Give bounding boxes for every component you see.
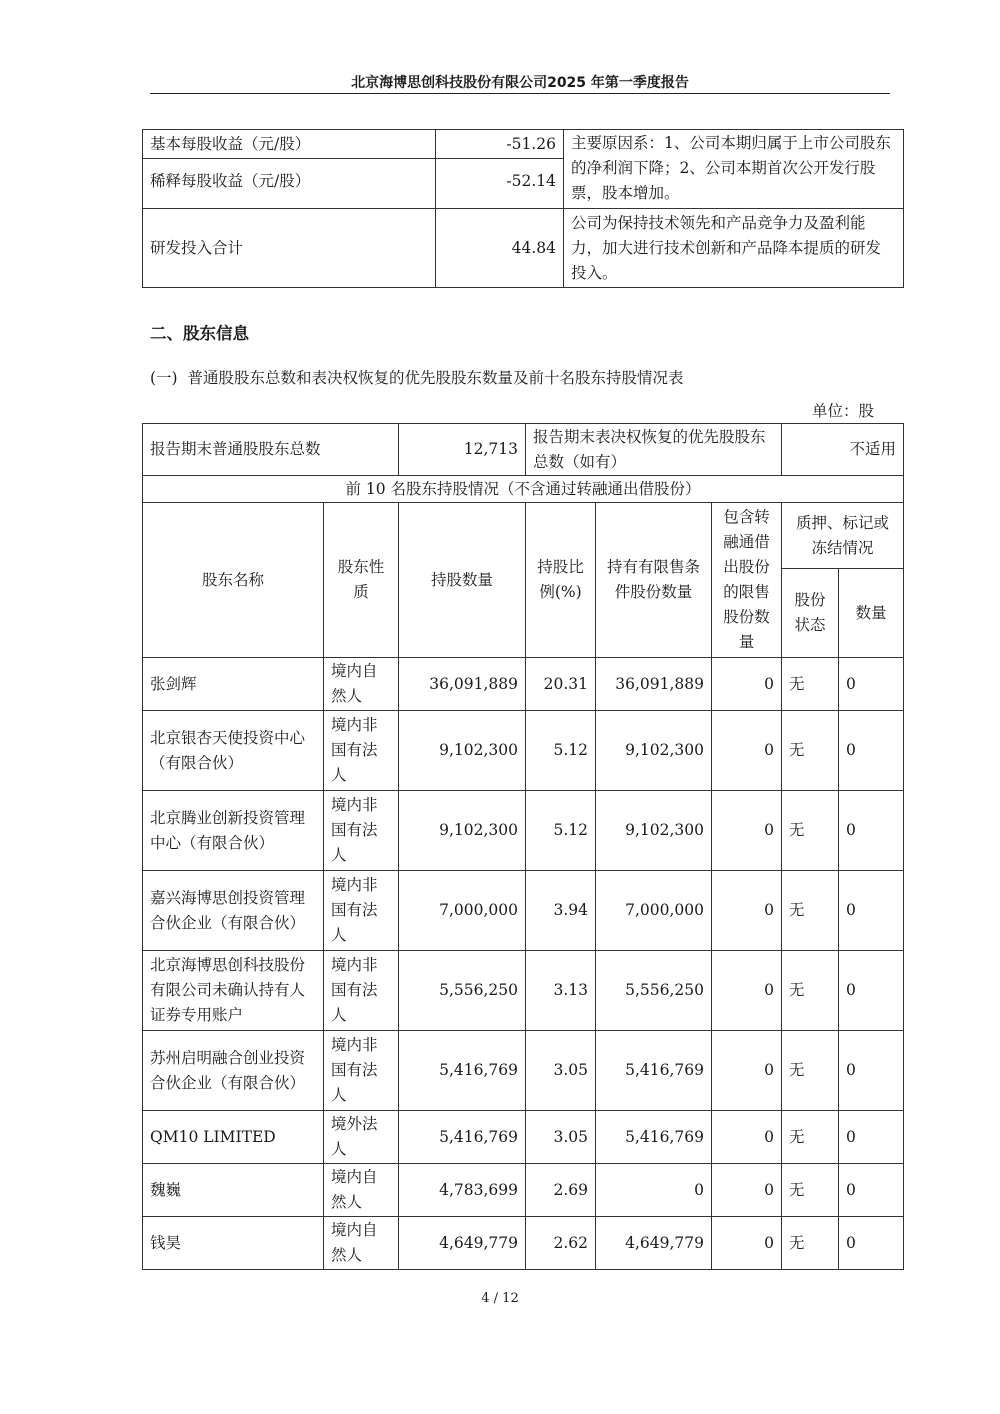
- col-header-qty: 数量: [839, 569, 904, 658]
- shareholder-nature: 境内非国有法人: [324, 711, 399, 791]
- table-row: [143, 1111, 904, 1164]
- shareholder-ratio: 5.12: [526, 711, 596, 791]
- header-divider: [150, 93, 890, 94]
- shareholder-shares: 4,783,699: [399, 1164, 526, 1217]
- shareholder-name: 北京腾业创新投资管理中心（有限合伙）: [143, 791, 324, 871]
- table-row: [143, 1031, 904, 1111]
- col-header-ratio: 持股比例(%): [526, 503, 596, 658]
- col-header-nature: 股东性质: [324, 503, 399, 658]
- shareholder-shares: 5,416,769: [399, 1031, 526, 1111]
- eps-rd-table: [142, 129, 904, 288]
- shareholder-restricted: 5,416,769: [596, 1031, 712, 1111]
- shareholder-ratio: 3.05: [526, 1111, 596, 1164]
- shareholder-status: 无: [782, 791, 839, 871]
- shareholder-shares: 9,102,300: [399, 791, 526, 871]
- shareholder-lent: 0: [712, 711, 782, 791]
- shareholder-nature: 境内自然人: [324, 1217, 399, 1270]
- shareholder-lent: 0: [712, 791, 782, 871]
- col-header-name: 股东名称: [143, 503, 324, 658]
- total-shareholders-value: 12,713: [399, 424, 526, 476]
- shareholder-lent: 0: [712, 1164, 782, 1217]
- shareholder-lent: 0: [712, 951, 782, 1031]
- shareholder-nature: 境外法人: [324, 1111, 399, 1164]
- shareholder-ratio: 2.62: [526, 1217, 596, 1270]
- total-shareholders-label: 报告期末普通股股东总数: [143, 424, 399, 476]
- shareholder-name: QM10 LIMITED: [143, 1111, 324, 1164]
- section-title: 二、股东信息: [150, 324, 249, 343]
- shareholder-restricted: 7,000,000: [596, 871, 712, 951]
- shareholder-nature: 境内非国有法人: [324, 791, 399, 871]
- col-header-shares: 持股数量: [399, 503, 526, 658]
- shareholder-lent: 0: [712, 1111, 782, 1164]
- shareholder-nature: 境内非国有法人: [324, 1031, 399, 1111]
- report-header: 北京海博思创科技股份有限公司2025 年第一季度报告: [351, 75, 689, 91]
- shareholder-ratio: 5.12: [526, 791, 596, 871]
- shareholder-name: 苏州启明融合创业投资合伙企业（有限合伙）: [143, 1031, 324, 1111]
- shareholder-restricted: 0: [596, 1164, 712, 1217]
- col-header-restricted: 持有有限售条件股份数量: [596, 503, 712, 658]
- table-row: [143, 1164, 904, 1217]
- shareholder-lent: 0: [712, 1031, 782, 1111]
- shareholder-nature: 境内自然人: [324, 1164, 399, 1217]
- shareholder-ratio: 3.05: [526, 1031, 596, 1111]
- shareholder-shares: 7,000,000: [399, 871, 526, 951]
- shareholder-restricted: 5,556,250: [596, 951, 712, 1031]
- shareholder-status: 无: [782, 711, 839, 791]
- shareholder-ratio: 2.69: [526, 1164, 596, 1217]
- shareholder-status: 无: [782, 871, 839, 951]
- table-row: [143, 871, 904, 951]
- col-header-status: 股份状态: [782, 569, 839, 658]
- shareholder-restricted: 9,102,300: [596, 711, 712, 791]
- top10-caption: 前 10 名股东持股情况（不含通过转融通出借股份）: [143, 476, 904, 503]
- shareholder-status: 无: [782, 1031, 839, 1111]
- shareholder-name: 魏巍: [143, 1164, 324, 1217]
- shareholder-qty: 0: [839, 658, 904, 711]
- shareholder-ratio: 3.94: [526, 871, 596, 951]
- col-header-pledge: 质押、标记或冻结情况: [782, 503, 904, 569]
- metric-reason: 主要原因系：1、公司本期归属于上市公司股东的净利润下降；2、公司本期首次公开发行股票，股本增加。: [564, 130, 904, 209]
- table-row: [143, 791, 904, 871]
- metric-value: -51.26: [436, 130, 564, 159]
- shareholder-name: 北京海博思创科技股份有限公司未确认持有人证券专用账户: [143, 951, 324, 1031]
- shareholder-status: 无: [782, 1164, 839, 1217]
- shareholder-restricted: 36,091,889: [596, 658, 712, 711]
- preferred-shareholders-label: 报告期末表决权恢复的优先股股东总数（如有）: [526, 424, 782, 476]
- shareholder-ratio: 3.13: [526, 951, 596, 1031]
- metric-label: 基本每股收益（元/股）: [143, 130, 436, 159]
- shareholder-shares: 4,649,779: [399, 1217, 526, 1270]
- shareholder-shares: 36,091,889: [399, 658, 526, 711]
- table-row: [143, 658, 904, 711]
- table-row: [143, 951, 904, 1031]
- shareholder-restricted: 4,649,779: [596, 1217, 712, 1270]
- shareholder-status: 无: [782, 1217, 839, 1270]
- shareholder-lent: 0: [712, 658, 782, 711]
- metric-label: 研发投入合计: [143, 209, 436, 288]
- shareholder-table: [142, 423, 904, 1270]
- table-row: [143, 1217, 904, 1270]
- shareholder-shares: 9,102,300: [399, 711, 526, 791]
- shareholder-shares: 5,556,250: [399, 951, 526, 1031]
- shareholder-ratio: 20.31: [526, 658, 596, 711]
- shareholder-nature: 境内非国有法人: [324, 951, 399, 1031]
- preferred-shareholders-value: 不适用: [782, 424, 904, 476]
- shareholder-qty: 0: [839, 871, 904, 951]
- shareholder-qty: 0: [839, 1217, 904, 1270]
- shareholder-name: 钱昊: [143, 1217, 324, 1270]
- shareholder-restricted: 5,416,769: [596, 1111, 712, 1164]
- unit-label: 单位：股: [811, 402, 874, 420]
- shareholder-qty: 0: [839, 711, 904, 791]
- shareholder-qty: 0: [839, 1164, 904, 1217]
- metric-value: 44.84: [436, 209, 564, 288]
- page-number: 4 / 12: [481, 1291, 519, 1306]
- shareholder-lent: 0: [712, 1217, 782, 1270]
- metric-label: 稀释每股收益（元/股）: [143, 159, 436, 209]
- shareholder-lent: 0: [712, 871, 782, 951]
- shareholder-status: 无: [782, 658, 839, 711]
- shareholder-qty: 0: [839, 1031, 904, 1111]
- table-row: [143, 711, 904, 791]
- shareholder-nature: 境内自然人: [324, 658, 399, 711]
- shareholder-nature: 境内非国有法人: [324, 871, 399, 951]
- shareholder-name: 张剑辉: [143, 658, 324, 711]
- shareholder-shares: 5,416,769: [399, 1111, 526, 1164]
- col-header-lent: 包含转融通借出股份的限售股份数量: [712, 503, 782, 658]
- shareholder-qty: 0: [839, 791, 904, 871]
- shareholder-qty: 0: [839, 1111, 904, 1164]
- shareholder-status: 无: [782, 1111, 839, 1164]
- metric-reason: 公司为保持技术领先和产品竞争力及盈利能力，加大进行技术创新和产品降本提质的研发投入。: [564, 209, 904, 288]
- shareholder-status: 无: [782, 951, 839, 1031]
- shareholder-name: 北京银杏天使投资中心（有限合伙）: [143, 711, 324, 791]
- shareholder-name: 嘉兴海博思创投资管理合伙企业（有限合伙）: [143, 871, 324, 951]
- shareholder-qty: 0: [839, 951, 904, 1031]
- metric-value: -52.14: [436, 159, 564, 209]
- shareholder-restricted: 9,102,300: [596, 791, 712, 871]
- subsection-title: (一) 普通股股东总数和表决权恢复的优先股股东数量及前十名股东持股情况表: [150, 369, 684, 387]
